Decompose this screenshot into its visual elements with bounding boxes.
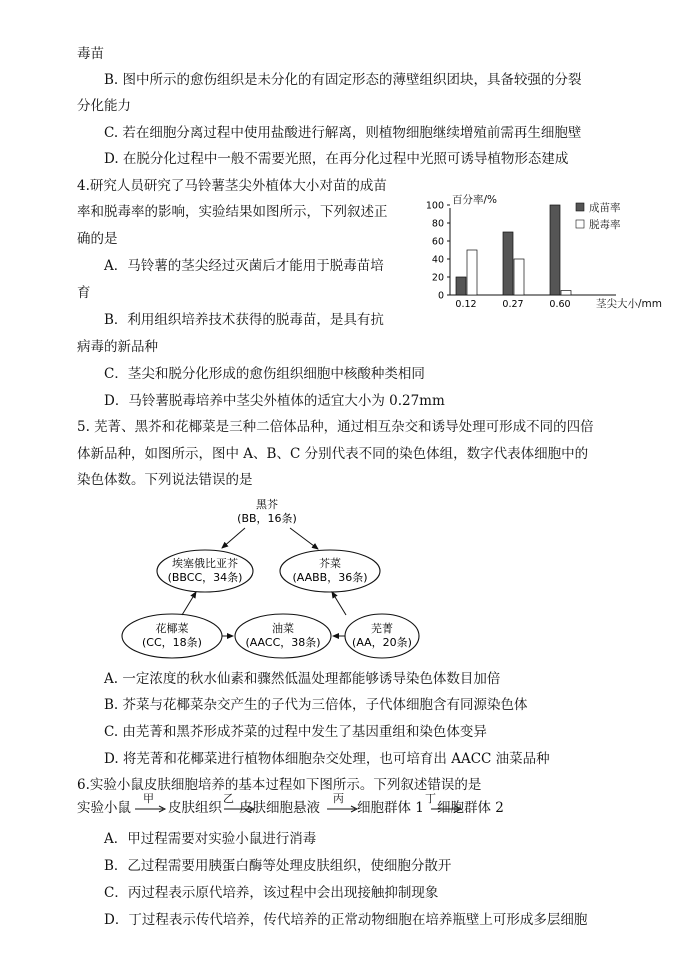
flow-item-skin-tissue: 皮肤组织 — [168, 800, 222, 816]
option-b-line1: B. 图中所示的愈伤组织是未分化的有固定形态的薄壁组织团块，具备较强的分裂 — [104, 72, 582, 88]
q6-flow — [77, 792, 617, 819]
node-youcai — [235, 614, 331, 658]
option-c: C. 若在细胞分离过程中使用盐酸进行解离，则植物细胞继续增殖前需再生细胞壁 — [104, 125, 582, 141]
y-tick-label: 40 — [431, 254, 444, 266]
node-aisaieobiyajie-detail: (BBCC，34条) — [167, 571, 243, 584]
x-tick-label: 0.60 — [549, 299, 571, 310]
y-tick-label: 0 — [437, 290, 444, 302]
option-d: D. 在脱分化过程中一般不需要光照，在再分化过程中光照可诱导植物形态建成 — [104, 151, 569, 167]
y-tick-label: 100 — [425, 200, 444, 212]
q4-stem-line3: 确的是 — [77, 231, 118, 247]
q6-option-a: A．甲过程需要对实验小鼠进行消毒 — [104, 831, 317, 847]
arrow-heijie-to-jiecai — [290, 528, 318, 549]
node-wujing-detail: (AA，20条) — [352, 636, 412, 649]
legend-swatch-chengmiaolv — [576, 203, 584, 211]
hybridization-diagram — [110, 495, 412, 665]
node-wujing-name: 芜菁 — [371, 622, 393, 635]
q5-option-d: D. 将芜菁和花椰菜进行植物体细胞杂交处理，也可培育出 AACC 油菜品种 — [104, 751, 550, 767]
q6-stem: 6.实验小鼠皮肤细胞培养的基本过程如下图所示。下列叙述错误的是 — [77, 777, 482, 793]
q4-option-c: C．茎尖和脱分化形成的愈伤组织细胞中核酸种类相同 — [104, 366, 425, 382]
q5-stem-line2: 体新品种，如图所示，图中 A、B、C 分别代表不同的染色体组，数字代表体细胞中的 — [77, 446, 589, 462]
y-tick-label: 80 — [431, 218, 444, 230]
flow-step-jia: 甲 — [143, 792, 154, 805]
node-jiecai-detail: (AABB，36条) — [292, 571, 368, 584]
flow-step-yi: 乙 — [223, 792, 234, 805]
node-aisaieobiyajie — [157, 550, 253, 592]
chart-xlabel: 茎尖大小/mm — [596, 298, 662, 310]
flow-item-cell-group-2: 细胞群体 2 — [437, 800, 504, 816]
q4-stem-line1: 4.研究人员研究了马铃薯茎尖外植体大小对苗的成苗 — [77, 178, 387, 194]
y-tick-label: 20 — [431, 272, 444, 284]
legend-label-tuodulv: 脱毒率 — [589, 219, 621, 231]
x-tick-label: 0.27 — [502, 299, 524, 310]
node-heijie — [237, 497, 297, 525]
q4-option-a-line1: A．马铃薯的茎尖经过灭菌后才能用于脱毒苗培 — [104, 258, 384, 274]
x-tick-label: 0.12 — [455, 299, 477, 310]
q4-option-b-line1: B．利用组织培养技术获得的脱毒苗，是具有抗 — [104, 312, 384, 328]
bar-chengmiaolv-0.12 — [456, 277, 466, 295]
q6-option-b: B．乙过程需要用胰蛋白酶等处理皮肤组织，使细胞分散开 — [104, 858, 452, 874]
chart-ylabel: 百分率/% — [452, 194, 498, 206]
node-youcai-name: 油菜 — [272, 622, 294, 635]
node-huayecai — [122, 614, 222, 658]
node-heijie-name: 黑芥 — [256, 498, 278, 511]
bar-chengmiaolv-0.27 — [503, 232, 513, 295]
arrow-heijie-to-aisaieobiyajie — [222, 528, 245, 548]
y-tick-label: 60 — [431, 236, 444, 248]
q5-option-a: A. 一定浓度的秋水仙素和骤然低温处理都能够诱导染色体数目加倍 — [104, 671, 501, 687]
option-b-line2: 分化能力 — [77, 98, 131, 114]
node-huayecai-name: 花椰菜 — [155, 622, 189, 635]
q5-stem-line1: 5. 芜菁、黑芥和花椰菜是三种二倍体品种，通过相互杂交和诱导处理可形成不同的四倍 — [77, 419, 594, 435]
bar-chengmiaolv-0.60 — [550, 205, 560, 295]
q5-stem-line3: 染色体数。下列说法错误的是 — [77, 472, 253, 488]
node-jiecai — [280, 550, 380, 592]
node-huayecai-detail: (CC，18条) — [142, 636, 202, 649]
arrow-huayecai-to-aisaieobiyajie — [182, 592, 196, 615]
bar-tuodulv-0.27 — [514, 259, 524, 295]
flow-item-cell-suspension: 皮肤细胞悬液 — [239, 800, 320, 816]
node-jiecai-name: 芥菜 — [319, 557, 341, 570]
q4-option-b-line2: 病毒的新品种 — [77, 339, 158, 355]
bar-tuodulv-0.12 — [467, 250, 477, 295]
q5-option-c: C. 由芜菁和黑芥形成芥菜的过程中发生了基因重组和染色体变异 — [104, 724, 487, 740]
q6-option-c: C．丙过程表示原代培养，该过程中会出现接触抑制现象 — [104, 885, 439, 901]
arrow-wujing-to-jiecai — [332, 592, 346, 615]
q5-option-b: B. 芥菜与花椰菜杂交产生的子代为三倍体，子代体细胞含有同源染色体 — [104, 697, 528, 713]
legend-label-chengmiaolv: 成苗率 — [589, 202, 621, 214]
legend-swatch-tuodulv — [576, 220, 584, 228]
q4-option-d: D．马铃薯脱毒培养中茎尖外植体的适宜大小为 0.27mm — [104, 393, 445, 409]
q4-stem-line2: 率和脱毒率的影响，实验结果如图所示，下列叙述正 — [77, 204, 388, 220]
q6-option-d: D．丁过程表示传代培养，传代培养的正常动物细胞在培养瓶壁上可形成多层细胞 — [104, 912, 588, 928]
bar-tuodulv-0.60 — [561, 291, 571, 296]
q4-option-a-line2: 育 — [77, 285, 91, 301]
flow-item-mouse: 实验小鼠 — [77, 800, 131, 816]
bar-chart — [416, 188, 668, 316]
flow-step-bing: 丙 — [333, 792, 344, 805]
line-continuation: 毒苗 — [77, 46, 104, 62]
node-wujing — [345, 614, 419, 658]
flow-step-ding: 丁 — [425, 792, 436, 805]
node-aisaieobiyajie-name: 埃塞俄比亚芥 — [172, 557, 238, 570]
flow-item-cell-group-1: 细胞群体 1 — [357, 800, 424, 816]
node-youcai-detail: (AACC，38条) — [245, 636, 321, 649]
node-heijie-detail: (BB，16条) — [237, 512, 297, 525]
